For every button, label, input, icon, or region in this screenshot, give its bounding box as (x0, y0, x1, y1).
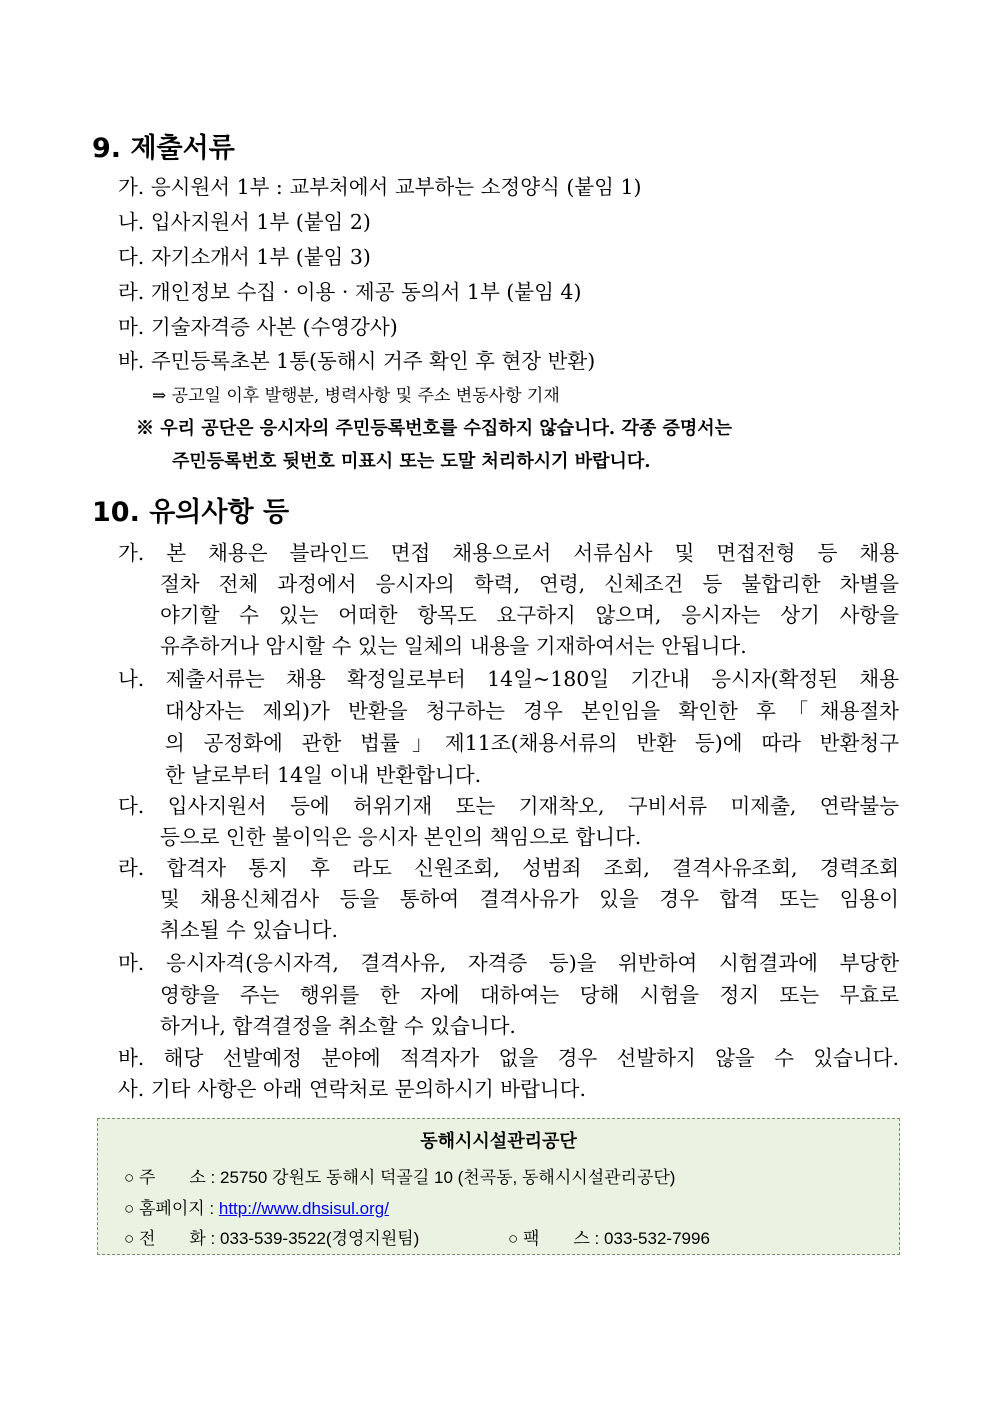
phone-value: 033-539-3522(경영지원팀) (220, 1229, 420, 1248)
notice-item-sa: 사. 기타 사항은 아래 연락처로 문의하시기 바랍니다. (118, 1077, 586, 1101)
notice-item-ra-line-1: 라. 합격자 통지 후 라도 신원조회, 성범죄 조회, 결격사유조회, 경력조회 (118, 856, 899, 880)
notice-item-na-line-4: 한 날로부터 14일 이내 반환합니다. (165, 763, 482, 787)
notice-item-ma-line-1: 마. 응시자격(응시자격, 결격사유, 자격증 등)을 위반하여 시험결과에 부당한 (118, 951, 899, 975)
phone-label: ○ 전 화 : (124, 1229, 216, 1248)
submission-item-6: 바. 주민등록초본 1통(동해시 거주 확인 후 현장 반환) (118, 349, 596, 373)
notice-item-ra-line-3: 취소될 수 있습니다. (160, 918, 338, 942)
notice-item-ga-line-3: 야기할 수 있는 어떠한 항목도 요구하지 않으며, 응시자는 상기 사항을 (160, 603, 899, 627)
submission-item-4: 라. 개인정보 수집 · 이용 · 제공 동의서 1부 (붙임 4) (118, 280, 582, 304)
notice-line-1: ※ 우리 공단은 응시자의 주민등록번호를 수집하지 않습니다. 각종 증명서는 (136, 418, 733, 439)
notice-item-ga-line-2: 절차 전체 과정에서 응시자의 학력, 연령, 신체조건 등 불합리한 차별을 (160, 572, 899, 596)
homepage-label: ○ 홈페이지 : (124, 1199, 215, 1218)
notice-item-na-line-2: 대상자는 제외)가 반환을 청구하는 경우 본인임을 확인한 후「채용절차 (165, 699, 899, 723)
notice-item-ma-line-2: 영향을 주는 행위를 한 자에 대하여는 당해 시험을 정지 또는 무효로 (160, 983, 899, 1007)
notice-item-ra-line-2: 및 채용신체검사 등을 통하여 결격사유가 있을 경우 합격 또는 임용이 (160, 887, 899, 911)
notice-item-na-line-3: 의 공정화에 관한 법률」제11조(채용서류의 반환 등)에 따라 반환청구 (165, 731, 899, 755)
homepage-link[interactable]: http://www.dhsisul.org/ (218, 1199, 389, 1218)
notice-item-na-line-1: 나. 제출서류는 채용 확정일로부터 14일~180일 기간내 응시자(확정된 채용 (118, 667, 899, 691)
homepage-row (124, 1194, 389, 1219)
arrow-note: ⇒ 공고일 이후 발행분, 병력사항 및 주소 변동사항 기재 (152, 386, 560, 406)
submission-item-1: 가. 응시원서 1부 : 교부처에서 교부하는 소정양식 (붙임 1) (118, 175, 642, 199)
notice-item-da-line-1: 다. 입사지원서 등에 허위기재 또는 기재착오, 구비서류 미제출, 연락불능 (118, 794, 899, 818)
organization-name: 동해시시설관리공단 (420, 1131, 577, 1151)
submission-item-3: 다. 자기소개서 1부 (붙임 3) (118, 245, 371, 269)
notice-item-ga-line-4: 유추하거나 암시할 수 있는 일체의 내용을 기재하여서는 안됩니다. (160, 634, 747, 658)
notice-item-ma-line-3: 하거나, 합격결정을 취소할 수 있습니다. (160, 1014, 516, 1038)
submission-item-5: 마. 기술자격증 사본 (수영강사) (118, 315, 398, 339)
notice-item-ba: 바. 해당 선발예정 분야에 적격자가 없을 경우 선발하지 않을 수 있습니다. (118, 1046, 899, 1070)
phone-row (124, 1224, 419, 1249)
notice-item-ga-line-1: 가. 본 채용은 블라인드 면접 채용으로서 서류심사 및 면접전형 등 채용 (118, 541, 899, 565)
address-row (124, 1163, 675, 1188)
section-10-title: 10. 유의사항 등 (92, 497, 290, 528)
address-value: 25750 강원도 동해시 덕골길 10 (천곡동, 동해시시설관리공단) (220, 1168, 676, 1187)
notice-item-da-line-2: 등으로 인한 불이익은 응시자 본인의 책임으로 합니다. (160, 825, 642, 849)
fax-value: 033-532-7996 (604, 1229, 710, 1248)
submission-item-2: 나. 입사지원서 1부 (붙임 2) (118, 210, 371, 234)
section-9-title: 9. 제출서류 (92, 133, 235, 164)
notice-line-2: 주민등록번호 뒷번호 미표시 또는 도말 처리하시기 바랍니다. (172, 451, 651, 472)
contact-box (97, 1118, 900, 1255)
fax-label: ○ 팩 스 : (508, 1229, 600, 1248)
address-label: ○ 주 소 : (124, 1168, 216, 1187)
fax-row (508, 1224, 710, 1249)
